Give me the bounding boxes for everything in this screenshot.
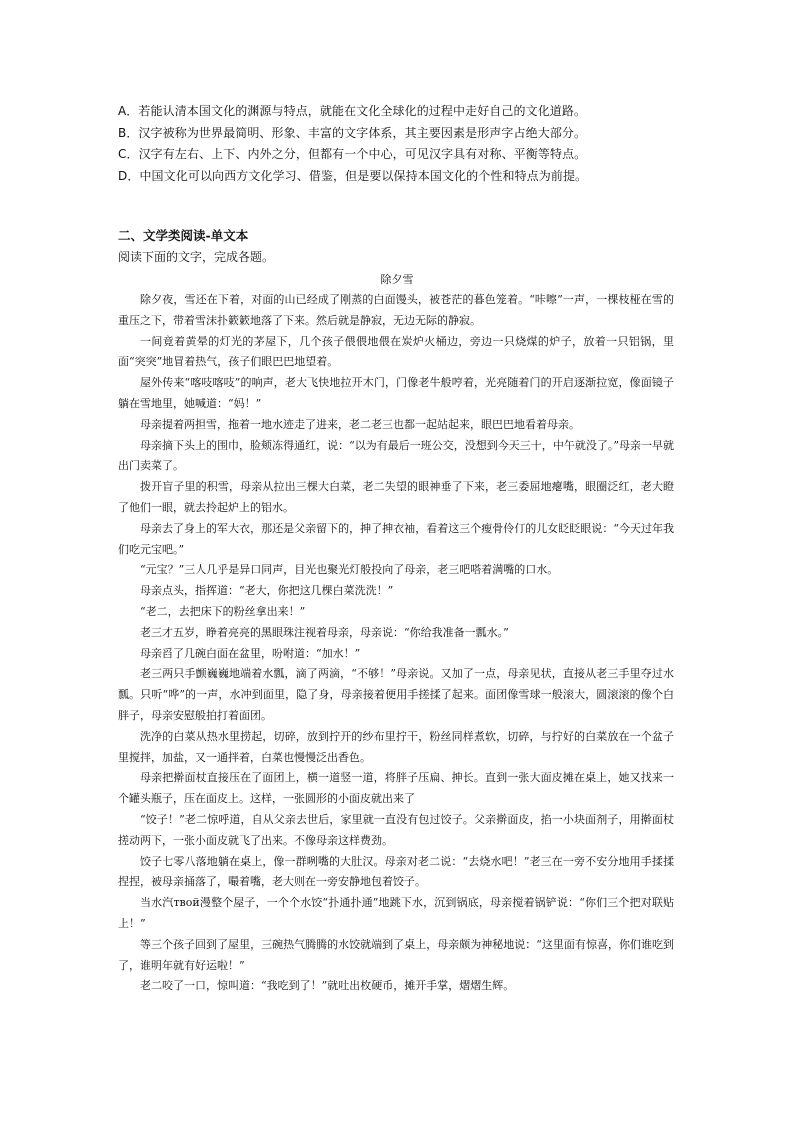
story-paragraph: “老二，去把床下的粉丝拿出来！”	[140, 604, 306, 618]
story-body	[118, 290, 674, 997]
story-paragraph: 洗净的白菜从热水里捞起，切碎，放到拧开的纱布里拧干，粉丝同样煮软，切碎，与拧好的白菜放在一个盆子里搅拌，加盐，又一通拌着，白菜也慢慢泛出香色。	[118, 729, 674, 764]
option-d[interactable]: D．中国文化可以向西方文化学习、借鉴，但是要以保持本国文化的个性和特点为前提。	[118, 168, 588, 183]
story-paragraph: 老二咬了一口，惊叫道：“我吃到了！”就吐出枚硬币，摊开手掌，熠熠生辉。	[140, 979, 515, 993]
story-paragraph: 除夕夜，雪还在下着，对面的山已经成了刚蒸的白面馒头，被苍茫的暮色笼着。“咔嚓”一声，一棵枝桠在雪的重压之下，带着雪沫扑簌簌地落了下来。然后就是静寂，无边无际的静寂。	[118, 293, 674, 327]
option-c[interactable]: C．汉字有左右、上下、内外之分，但都有一个中心，可见汉字具有对称、平衡等特点。	[118, 147, 587, 161]
story-paragraph: 母亲舀了几碗白面在盆里，吩咐道：“加水！”	[140, 646, 361, 660]
story-paragraph: 母亲去了身上的军大衣，那还是父亲留下的，抻了抻衣袖，看着这三个瘦骨伶仃的儿女眨眨眼说：“今天过年我们吃元宝吧。”	[118, 521, 674, 556]
story-paragraph: 母亲摘下头上的围巾，脸颊冻得通红，说：“以为有最后一班公交，没想到今天三十，中午就没了。”母亲一早就出门卖菜了。	[118, 438, 674, 473]
story-paragraph: 一间竟着黄晕的灯光的茅屋下，几个孩子偎偎地偎在炭炉火桶边，旁边一只烧煤的炉子，放着一只铝锅，里面“突突”地冒着热气，孩子们眼巴巴地望着。	[118, 334, 674, 369]
story-paragraph: 母亲把擀面杖直接压在了面团上，横一道竖一道，将胖子压扁、抻长。直到一张大面皮摊在桌上，她又找来一个罐头瓶子，压在面皮上。这样，一张圆形的小面皮就出来了	[118, 771, 674, 806]
story-paragraph: 母亲点头，指挥道：“老大，你把这几棵白菜洗洗！”	[140, 584, 394, 598]
option-a[interactable]: A．若能认清本国文化的渊源与特点，就能在文化全球化的过程中走好自己的文化道路。	[118, 104, 587, 118]
story-paragraph: 老三两只手颤巍巍地端着水瓢，滴了两滴，“不够！”母亲说。又加了一点，母亲见状，直接从老三手里夺过水瓢。只听“哗”的一声，水冲到面里，隐了身，母亲接着便用手搓揉了起来。面团像雪球一般滚大，圆滚滚的像个白胖子，母亲安慰般拍打着面团。	[118, 667, 674, 722]
story-paragraph: 屋外传来“喀吱喀吱”的响声，老大飞快地拉开木门，门像老牛般哼着，光亮随着门的开启逐渐拉宽，像面镜子躺在雪地里，她喊道：“妈！”	[118, 376, 674, 410]
story-paragraph: 老三才五岁，睁着亮亮的黑眼珠注视着母亲，母亲说：“你给我准备一瓢水。”	[140, 625, 509, 639]
story-paragraph: 当水汽твой漫整个屋子，一个个水饺“扑通扑通”地跳下水，沉到锅底，母亲搅着锅铲说：“你们三个把对联贴上！”	[118, 896, 674, 930]
story-paragraph: “饺子！”老二惊呼道，自从父亲去世后，家里就一直没有包过饺子。父亲擀面皮，掐一小块面剂子，用擀面杖搓动两下，一张小面皮就飞了出来。不像母亲这样费劲。	[118, 812, 674, 847]
section-heading: 二、文学类阅读-单文本	[118, 228, 249, 243]
option-b[interactable]: B．汉字被称为世界最简明、形象、丰富的文字体系，其主要因素是形声字占绝大部分。	[118, 125, 587, 140]
story-paragraph: 等三个孩子回到了屋里，三碗热气腾腾的水饺就端到了桌上，母亲颇为神秘地说：“这里面有惊喜，你们谁吃到了，谁明年就有好运啦！”	[118, 937, 674, 972]
story-paragraph: 母亲提着两担雪，拖着一地水迹走了进来，老二老三也都一起站起来，眼巴巴地看着母亲。	[140, 417, 580, 431]
story-paragraph: “元宝？”三人几乎是异口同声，目光也聚光灯般投向了母亲，老三吧嗒着满嘴的口水。	[140, 563, 559, 577]
story-paragraph: 饺子七零八落地躺在桌上，像一群咧嘴的大肚汉。母亲对老二说：“去烧水吧！”老三在一旁不安分地用手揉揉捏捏，被母亲捅落了，嘬着嘴，老大则在一旁安静地包着饺子。	[118, 854, 674, 889]
answer-options	[118, 101, 708, 187]
story-paragraph: 拨开盲子里的积雪，母亲从拉出三棵大白菜，老二失望的眼神垂了下来，老三委屈地瘪嘴，眼圈泛红，老大瞪了他们一眼，就去拎起炉上的铝水。	[118, 480, 674, 514]
story-title: 除夕雪	[380, 273, 414, 286]
section-instruction: 阅读下面的文字，完成各题。	[118, 250, 275, 264]
